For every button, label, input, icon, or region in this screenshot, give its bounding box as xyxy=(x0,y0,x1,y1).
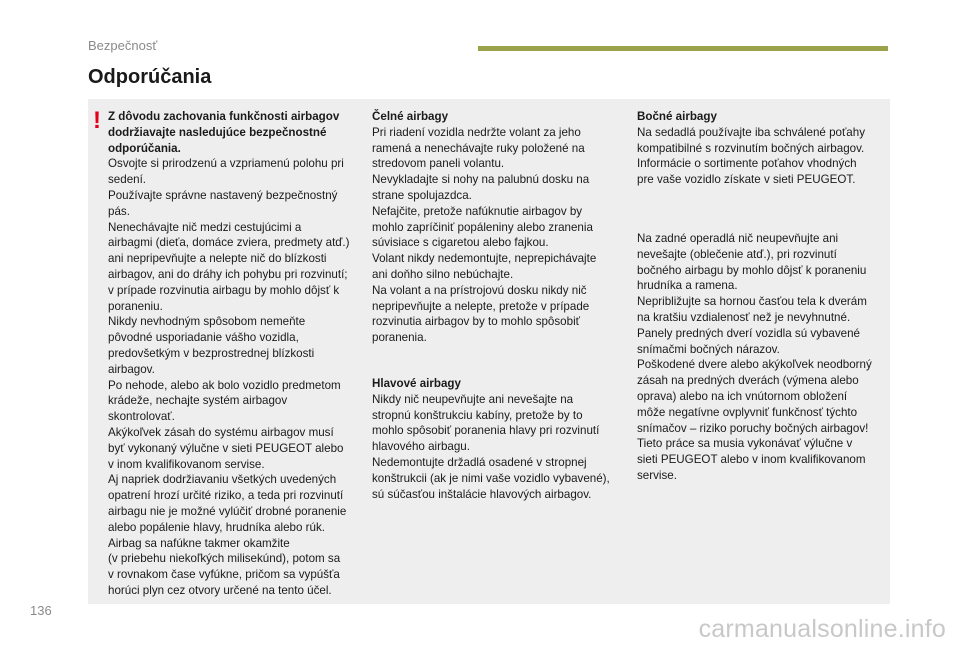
text-line: sedení. xyxy=(108,173,147,187)
text-line: skontrolovať. xyxy=(108,410,175,424)
text-line: Na volant a na prístrojovú dosku nikdy nič xyxy=(372,283,587,297)
watermark: carmanualsonline.info xyxy=(698,615,946,643)
side-airbags-details xyxy=(637,231,887,484)
text-line: airbagov. xyxy=(108,362,155,376)
text-line: konštrukcii (ak je nimi vaše vozidlo vybavené), xyxy=(372,471,610,485)
text-line: Na sedadlá používajte iba schválené poťahy xyxy=(637,125,866,139)
text-line: Poškodené dvere alebo akýkoľvek neodborný xyxy=(637,358,872,372)
text-line: v prípade rozvinutia airbagu by mohlo dôjsť k xyxy=(108,283,340,297)
text-line: Používajte správne nastavený bezpečnostný xyxy=(108,188,338,202)
text-line: nevešajte (oblečenie atď.), pri rozvinutí xyxy=(637,247,837,261)
text-line: (v priebehu niekoľkých milisekúnd), potom sa xyxy=(108,552,341,566)
section-heading: Hlavové airbagy xyxy=(372,377,461,390)
text-line: Airbag sa nafúkne takmer okamžite xyxy=(108,536,290,550)
text-line: alebo popálenie hlavy, hrudníka alebo rúk. xyxy=(108,520,325,534)
text-line: Volant nikdy nedemontujte, neprepichávajte xyxy=(372,252,597,266)
text-line: rozvinutia airbagov by to mohlo spôsobiť xyxy=(372,315,580,329)
text-line: mohlo spôsobiť poranenia hlavy pri rozvinutí xyxy=(372,424,600,438)
text-line: Pri riadení vozidla nedržte volant za jeho xyxy=(372,125,581,139)
text-line: môže negatívne ovplyvniť funkčnosť týchto xyxy=(637,405,858,419)
text-line: strane spolujazdca. xyxy=(372,188,472,202)
text-line: stredovom paneli volantu. xyxy=(372,157,505,171)
text-line: snímačmi bočných nárazov. xyxy=(637,342,780,356)
text-line: mohlo zapríčiniť popáleniny alebo zranenia xyxy=(372,220,593,234)
text-line: sieti PEUGEOT alebo v inom kvalifikovanom xyxy=(637,453,866,467)
section-heading: Čelné airbagy xyxy=(372,110,449,123)
section-label: Bezpečnosť xyxy=(88,38,158,53)
text-line: ani doňho silno nebúchajte. xyxy=(372,267,514,281)
text-line: Nevykladajte si nohy na palubnú dosku na xyxy=(372,173,590,187)
text-line: bočného airbagu by mohlo dôjsť k poraneniu xyxy=(637,263,867,277)
text-line: Nepribližujte sa hornou časťou tela k dverám xyxy=(637,295,867,309)
text-line: ani nepripevňujte a nelepte nič do blízkosti xyxy=(108,252,327,266)
text-line: Aj napriek dodržiavaniu všetkých uvedených xyxy=(108,473,337,487)
text-line: airbagmi (dieťa, domáce zviera, predmety atď.) xyxy=(108,236,350,250)
text-line: Nikdy nič neupevňujte ani nevešajte na xyxy=(372,392,574,406)
text-line: oprava) alebo na ich vnútornom obložení xyxy=(637,389,848,403)
page-number: 136 xyxy=(30,603,52,618)
text-line: Osvojte si prirodzenú a vzpriamenú polohu pri xyxy=(108,157,344,171)
text-line: na kratšiu vzdialenosť než je nevyhnutné. xyxy=(637,310,851,324)
section-heading: Bočné airbagy xyxy=(637,110,717,123)
text-line: zásah na predných dverách (výmena alebo xyxy=(637,374,859,388)
text-line: hlavového airbagu. xyxy=(372,440,470,454)
text-line: snímačov – riziko poruchy bočných airbagov! xyxy=(637,421,869,435)
page-title: Odporúčania xyxy=(88,66,212,88)
text-line: poraneniu. xyxy=(108,299,163,313)
text-line: airbagu nie je možné vylúčiť drobné poranenie xyxy=(108,504,347,518)
text-line: byť vykonaný výlučne v sieti PEUGEOT alebo xyxy=(108,441,344,455)
text-line: Akýkoľvek zásah do systému airbagov musí xyxy=(108,425,334,439)
text-line: predovšetkým v bezprostrednej blízkosti xyxy=(108,346,315,360)
text-line: Panely predných dverí vozidla sú vybavené xyxy=(637,326,860,340)
text-line: Nefajčite, pretože nafúknutie airbagov by xyxy=(372,204,583,218)
exclamation-icon: ! xyxy=(93,107,101,134)
text-line: pôvodné usporiadanie vášho vozidla, xyxy=(108,331,299,345)
text-line: opatrení hrozí určité riziko, a teda pri rozvinutí xyxy=(108,489,344,503)
text-line: Tieto práce sa musia vykonávať výlučne v xyxy=(637,437,853,451)
text-line: Nikdy nevhodným spôsobom nemeňte xyxy=(108,315,306,329)
text-line: ramená a nenechávajte ruky položené na xyxy=(372,141,585,155)
text-line: súvisiace s cigaretou alebo fajkou. xyxy=(372,236,549,250)
text-line: kompatibilné s rozvinutím bočných airbagov. xyxy=(637,141,865,155)
side-airbags-section xyxy=(637,109,887,188)
text-line: horúci plyn cez otvory určené na tento účel. xyxy=(108,583,332,597)
text-line: pás. xyxy=(108,204,130,218)
front-airbags-section xyxy=(372,109,620,346)
text-line: Nenechávajte nič medzi cestujúcimi a xyxy=(108,220,302,234)
header-accent-rule xyxy=(478,46,888,51)
text-line: hrudníka a ramena. xyxy=(637,279,738,293)
text-line: Na zadné operadlá nič neupevňujte ani xyxy=(637,232,839,245)
text-line: sú súčasťou inštalácie hlavových airbagov. xyxy=(372,487,592,501)
curtain-airbags-section xyxy=(372,376,620,502)
text-line: v inom kvalifikovanom servise. xyxy=(108,457,265,471)
text-line: poranenia. xyxy=(372,331,427,345)
text-line: stropnú konštrukciu kabíny, pretože by to xyxy=(372,408,583,422)
warning-body xyxy=(108,156,353,598)
text-line: krádeže, nechajte systém airbagov xyxy=(108,394,288,408)
warning-intro xyxy=(108,109,353,156)
text-line: Nedemontujte držadlá osadené v stropnej xyxy=(372,455,587,469)
text-line: airbagov, ani do dráhy ich pohybu pri rozvinutí; xyxy=(108,267,348,281)
text-line: pre vaše vozidlo získate v sieti PEUGEOT. xyxy=(637,173,856,187)
text-line: servise. xyxy=(637,468,677,482)
text-line: Informácie o sortimente poťahov vhodných xyxy=(637,157,857,171)
general-warnings-column xyxy=(108,109,353,599)
text-line: v rovnakom čase vyfúkne, pričom sa vypúšťa xyxy=(108,568,340,582)
text-line: Po nehode, alebo ak bolo vozidlo predmetom xyxy=(108,378,341,392)
text-line: Z dôvodu zachovania funkčnosti airbagov xyxy=(108,110,340,123)
text-line: dodržiavajte nasledujúce bezpečnostné xyxy=(108,125,327,139)
text-line: nepripevňujte a nelepte, pretože v prípade xyxy=(372,299,590,313)
text-line: odporúčania. xyxy=(108,141,181,155)
